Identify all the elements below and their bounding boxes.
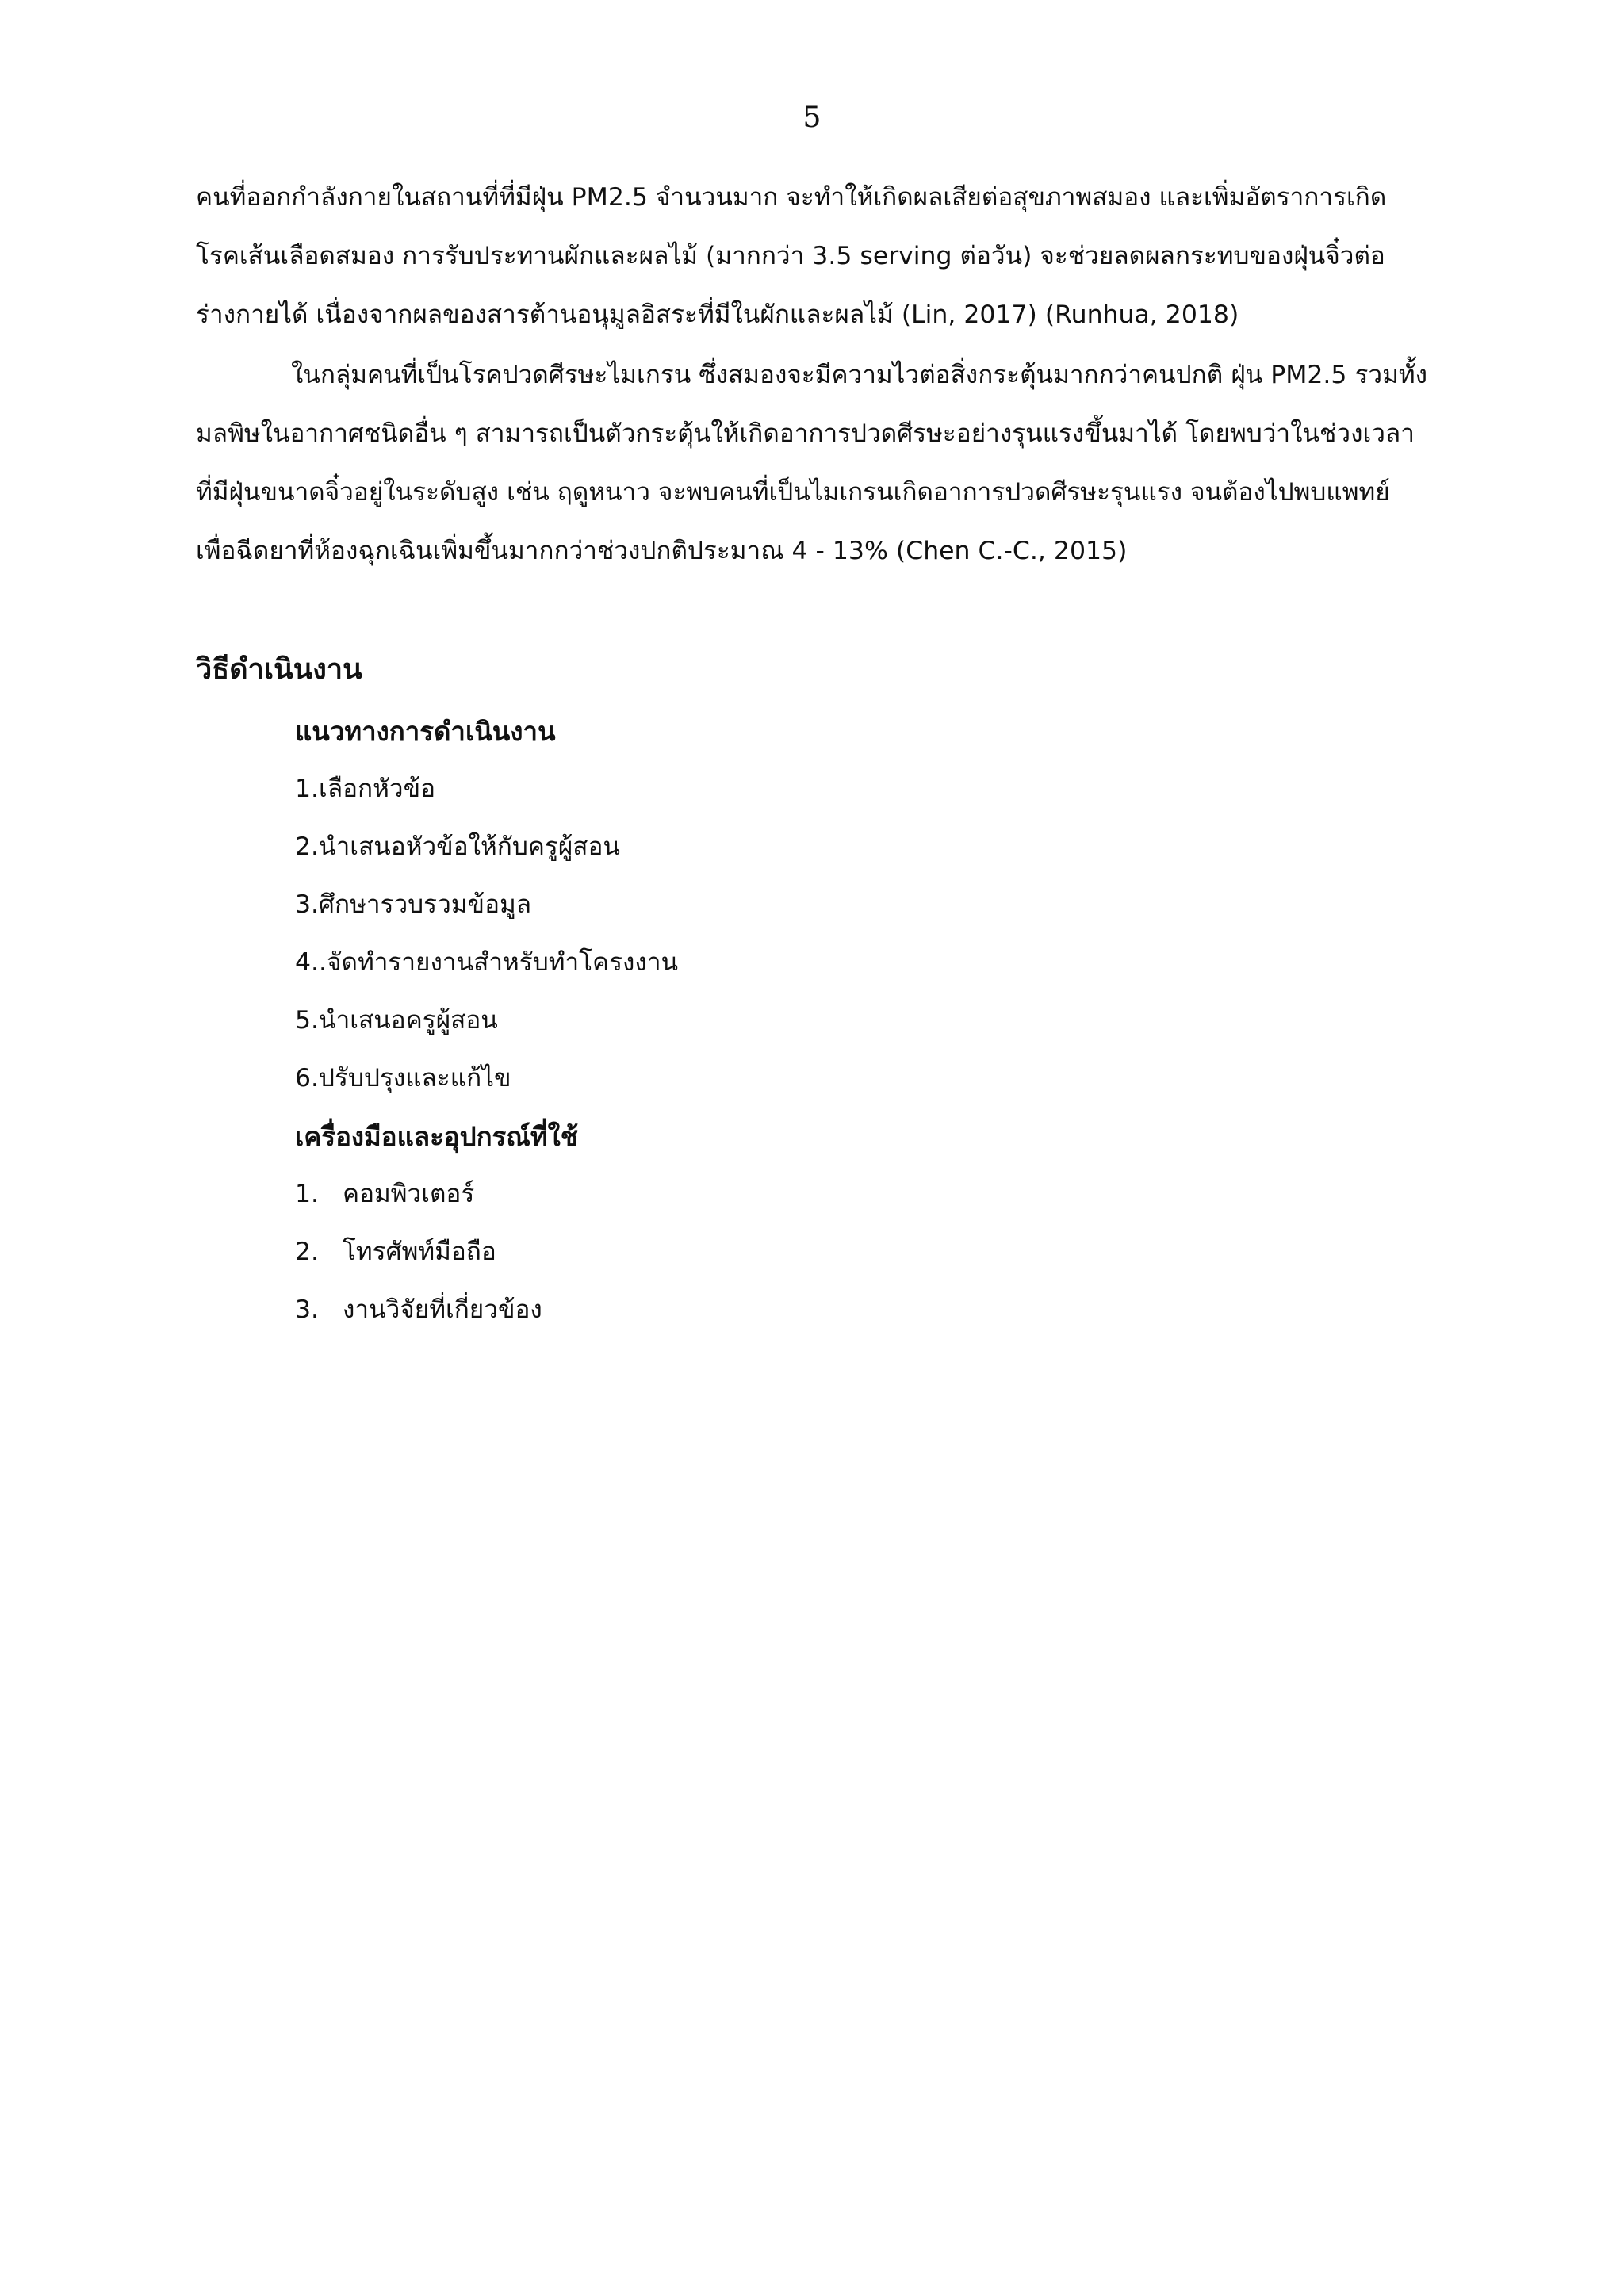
- tool-number: 1.: [295, 1180, 320, 1208]
- page-number: 5: [802, 101, 822, 134]
- tool-number: 2.: [295, 1238, 320, 1266]
- step-item: 6.ปรับปรุงและแก้ไข: [295, 1064, 511, 1093]
- paragraph-line: เพื่อฉีดยาที่ห้องฉุกเฉินเพิ่มขึ้นมากกว่าช่วงปกติประมาณ 4 - 13% (Chen C.-C., 2015): [196, 537, 1128, 565]
- step-item: 3.ศึกษารวบรวมข้อมูล: [295, 890, 532, 919]
- step-item: 1.เลือกหัวข้อ: [295, 775, 436, 803]
- paragraph-line: ร่างกายได้ เนื่องจากผลของสารต้านอนุมูลอิสระที่มีในผักและผลไม้ (Lin, 2017) (Runhua, 2018): [196, 300, 1239, 329]
- step-item: 4..จัดทำรายงานสำหรับทำโครงงาน: [295, 948, 679, 977]
- paragraph-2: [196, 346, 1512, 580]
- paragraph-line: ในกลุ่มคนที่เป็นโรคปวดศีรษะไมเกรน ซึ่งสมองจะมีความไวต่อสิ่งกระตุ้นมากกว่าคนปกติ ฝุ่น PM2.5 รวมทั้ง: [291, 361, 1428, 389]
- methods-heading: วิธีดำเนินงาน: [196, 653, 362, 686]
- paragraph-1: [196, 168, 1512, 344]
- tools-heading: เครื่องมือและอุปกรณ์ที่ใช้: [295, 1121, 579, 1152]
- tool-item: [295, 1223, 542, 1281]
- paragraph-line: ที่มีฝุ่นขนาดจิ๋วอยู่ในระดับสูง เช่น ฤดูหนาว จะพบคนที่เป็นไมเกรนเกิดอาการปวดศีรษะรุนแรง จนต้องไปพบแพทย์: [196, 478, 1390, 507]
- step-item: 2.นำเสนอหัวข้อให้กับครูผู้สอน: [295, 832, 620, 861]
- tools-list: [295, 1165, 542, 1339]
- approach-heading: แนวทางการดำเนินงาน: [295, 716, 556, 747]
- tool-label: งานวิจัยที่เกี่ยวข้อง: [343, 1295, 542, 1324]
- paragraph-line: มลพิษในอากาศชนิดอื่น ๆ สามารถเป็นตัวกระตุ้นให้เกิดอาการปวดศีรษะอย่างรุนแรงขึ้นมาได้ โดยพบว่าในช่วงเวลา: [196, 419, 1415, 448]
- paragraph-line: คนที่ออกกำลังกายในสถานที่ที่มีฝุ่น PM2.5 จำนวนมาก จะทำให้เกิดผลเสียต่อสุขภาพสมอง และเพิ่มอัตราการเกิด: [196, 183, 1387, 212]
- tool-number: 3.: [295, 1295, 320, 1324]
- step-item: 5.นำเสนอครูผู้สอน: [295, 1006, 498, 1035]
- methods-block: [295, 702, 678, 1165]
- tool-item: [295, 1165, 542, 1223]
- paragraph-line: โรคเส้นเลือดสมอง การรับประทานผักและผลไม้ (มากกว่า 3.5 serving ต่อวัน) จะช่วยลดผลกระทบของฝุ่นจิ๋วต่อ: [196, 242, 1385, 270]
- tool-label: คอมพิวเตอร์: [343, 1180, 475, 1208]
- tool-item: [295, 1281, 542, 1339]
- tool-label: โทรศัพท์มือถือ: [343, 1238, 496, 1266]
